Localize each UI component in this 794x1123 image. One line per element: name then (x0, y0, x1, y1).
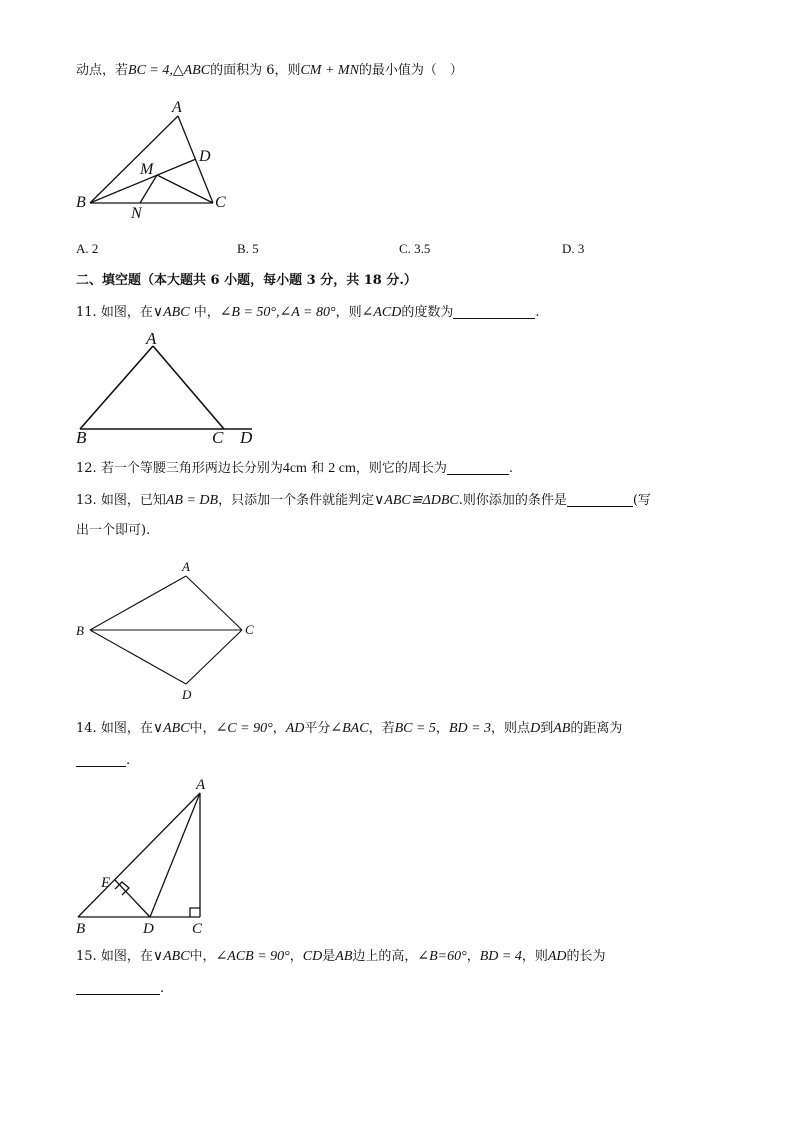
q15-text (76, 948, 606, 966)
q14-triangle: ∨ABC (152, 721, 190, 736)
q10-option-a[interactable]: A. 2 (76, 241, 99, 256)
q12-p2: 和 (311, 461, 325, 476)
q10-label-c: C (215, 194, 226, 211)
q14-side-ab (78, 793, 200, 917)
q11-label-a: A (146, 329, 157, 348)
q10-condition: BC = 4,△ABC (128, 63, 211, 78)
q13-side-ac (186, 576, 242, 630)
q11-label-c: C (212, 428, 224, 447)
q14-label-e: E (101, 875, 111, 891)
q13-congruence: ∨ABC≌ΔDBC (374, 493, 459, 508)
q14-point-d: D (530, 721, 541, 736)
q10-segment-cm (157, 175, 213, 203)
q14-end: . (126, 753, 131, 768)
q14-label-a: A (196, 777, 206, 793)
q14-label-b: B (76, 921, 86, 937)
q15-condition-2: ∠B=60° (417, 949, 467, 964)
q14-segment-ad (150, 793, 200, 917)
q14-p6: ， (435, 721, 449, 736)
q11-label-d: D (240, 428, 253, 447)
q13-side-bd (90, 630, 186, 684)
q14-label-d: D (143, 921, 154, 937)
q12-p3: ，则它的周长为 (355, 461, 447, 476)
q10-label-a: A (172, 99, 182, 116)
q14-condition-1: ∠C = 90° (215, 721, 273, 736)
q10-side-ac (178, 116, 213, 203)
q14-answer-blank[interactable] (76, 753, 126, 767)
q14-right-angle-c (190, 908, 200, 917)
q11-side-ab (80, 346, 153, 429)
q14-p4: 平分 (304, 721, 331, 736)
q14-ad: AD (285, 721, 305, 736)
q14-segment-de (115, 880, 150, 917)
q14-condition-3: BD = 3 (448, 721, 492, 736)
q14-text (76, 720, 622, 738)
q11-triangle: ∨ABC (152, 305, 190, 320)
q13-p1: 如图，已知 (100, 493, 166, 508)
q11-p4: 的度数为 (401, 305, 454, 320)
q11-angle: ∠ACD (361, 305, 402, 320)
q12-text (76, 460, 513, 478)
q14-p5: ，若 (368, 721, 395, 736)
q15-p7: ，则 (521, 949, 548, 964)
q10-mid: 的面积为 6，则 (210, 63, 301, 78)
q15-p5: 边上的高， (352, 949, 418, 964)
q15-answer-blank[interactable] (76, 981, 160, 995)
q10-segment-bd (90, 159, 196, 203)
q12-value-1: 4cm (282, 461, 307, 476)
q15-cd: CD (302, 949, 323, 964)
q11-side-ac (153, 346, 224, 429)
q14-right-angle-e (115, 882, 129, 895)
q13-p2: ，只添加一个条件就能判定 (218, 493, 375, 508)
q11-p1: 如图，在 (100, 305, 153, 320)
q13-label-b: B (76, 623, 84, 638)
q11-answer-blank[interactable] (453, 305, 535, 319)
q15-p4: 是 (322, 949, 336, 964)
q13-answer-blank[interactable] (567, 493, 633, 507)
q13-p4: (写 (632, 493, 651, 508)
q10-prefix: 动点，若 (76, 63, 129, 78)
q13-condition: AB = DB (165, 493, 219, 508)
q14-p2: 中， (189, 721, 216, 736)
q15-number: 15. (76, 949, 97, 964)
q14-p1: 如图，在 (100, 721, 153, 736)
q15-end: . (160, 981, 165, 996)
q11-condition: ∠B = 50°,∠A = 80° (219, 305, 336, 320)
q15-ab: AB (335, 949, 353, 964)
q10-option-d[interactable]: D. 3 (562, 241, 585, 256)
q14-angle-bac: ∠BAC (330, 721, 369, 736)
q10-suffix: 的最小值为（ ） (358, 63, 463, 78)
q13-label-a: A (182, 559, 190, 574)
q10-expression: CM + MN (300, 63, 359, 78)
q13-p3: .则你添加的条件是 (458, 493, 567, 508)
q14-label-c: C (192, 921, 203, 937)
q13-side-ab (90, 576, 186, 630)
q15-text-line2 (76, 980, 164, 998)
q10-label-n: N (131, 205, 142, 222)
q14-p8: 到 (540, 721, 554, 736)
q12-value-2: 2 cm (328, 461, 356, 476)
q12-end: . (508, 461, 514, 476)
q14-condition-2: BC = 5 (394, 721, 436, 736)
q10-text (76, 62, 463, 80)
q15-p3: ， (289, 949, 303, 964)
q11-end: . (535, 305, 540, 320)
q11-number: 11. (76, 305, 97, 320)
q11-p3: ，则 (335, 305, 362, 320)
q15-condition-1: ∠ACB = 90° (215, 949, 290, 964)
q12-p1: 若一个等腰三角形两边长分别为 (100, 461, 283, 476)
q11-label-b: B (76, 428, 87, 447)
q13-text (76, 492, 651, 510)
q13-label-c: C (245, 622, 254, 637)
q14-p3: ， (272, 721, 286, 736)
q15-p2: 中， (189, 949, 216, 964)
q14-number: 14. (76, 721, 97, 736)
q15-condition-3: BD = 4 (479, 949, 522, 964)
q15-p1: 如图，在 (100, 949, 153, 964)
section-title: 二、填空题（本大题共 6 小题，每小题 3 分，共 18 分.） (76, 273, 417, 288)
q15-triangle: ∨ABC (152, 949, 190, 964)
q14-p9: 的距离为 (570, 721, 623, 736)
q11-text (76, 304, 540, 322)
q10-label-m: M (140, 161, 154, 178)
q10-side-ab (90, 116, 178, 203)
q10-option-c[interactable]: C. 3.5 (399, 241, 431, 256)
q12-answer-blank[interactable] (447, 461, 509, 475)
q10-segment-mn (140, 175, 157, 203)
q15-ad: AD (547, 949, 567, 964)
q13-side-dc (186, 630, 242, 684)
q12-number: 12. (76, 461, 97, 476)
q13-text-line2: 出一个即可). (76, 523, 151, 538)
q15-p6: ， (466, 949, 480, 964)
q10-option-b[interactable]: B. 5 (237, 241, 259, 256)
q14-p7: ，则点 (491, 721, 531, 736)
q15-p8: 的长为 (566, 949, 606, 964)
q10-label-b: B (76, 194, 86, 211)
q10-label-d: D (199, 148, 211, 165)
q13-number: 13. (76, 493, 97, 508)
q11-p2: 中， (193, 305, 220, 320)
q14-text-line2 (76, 752, 130, 770)
q14-segment-ab: AB (553, 721, 571, 736)
q13-label-d: D (182, 687, 192, 702)
